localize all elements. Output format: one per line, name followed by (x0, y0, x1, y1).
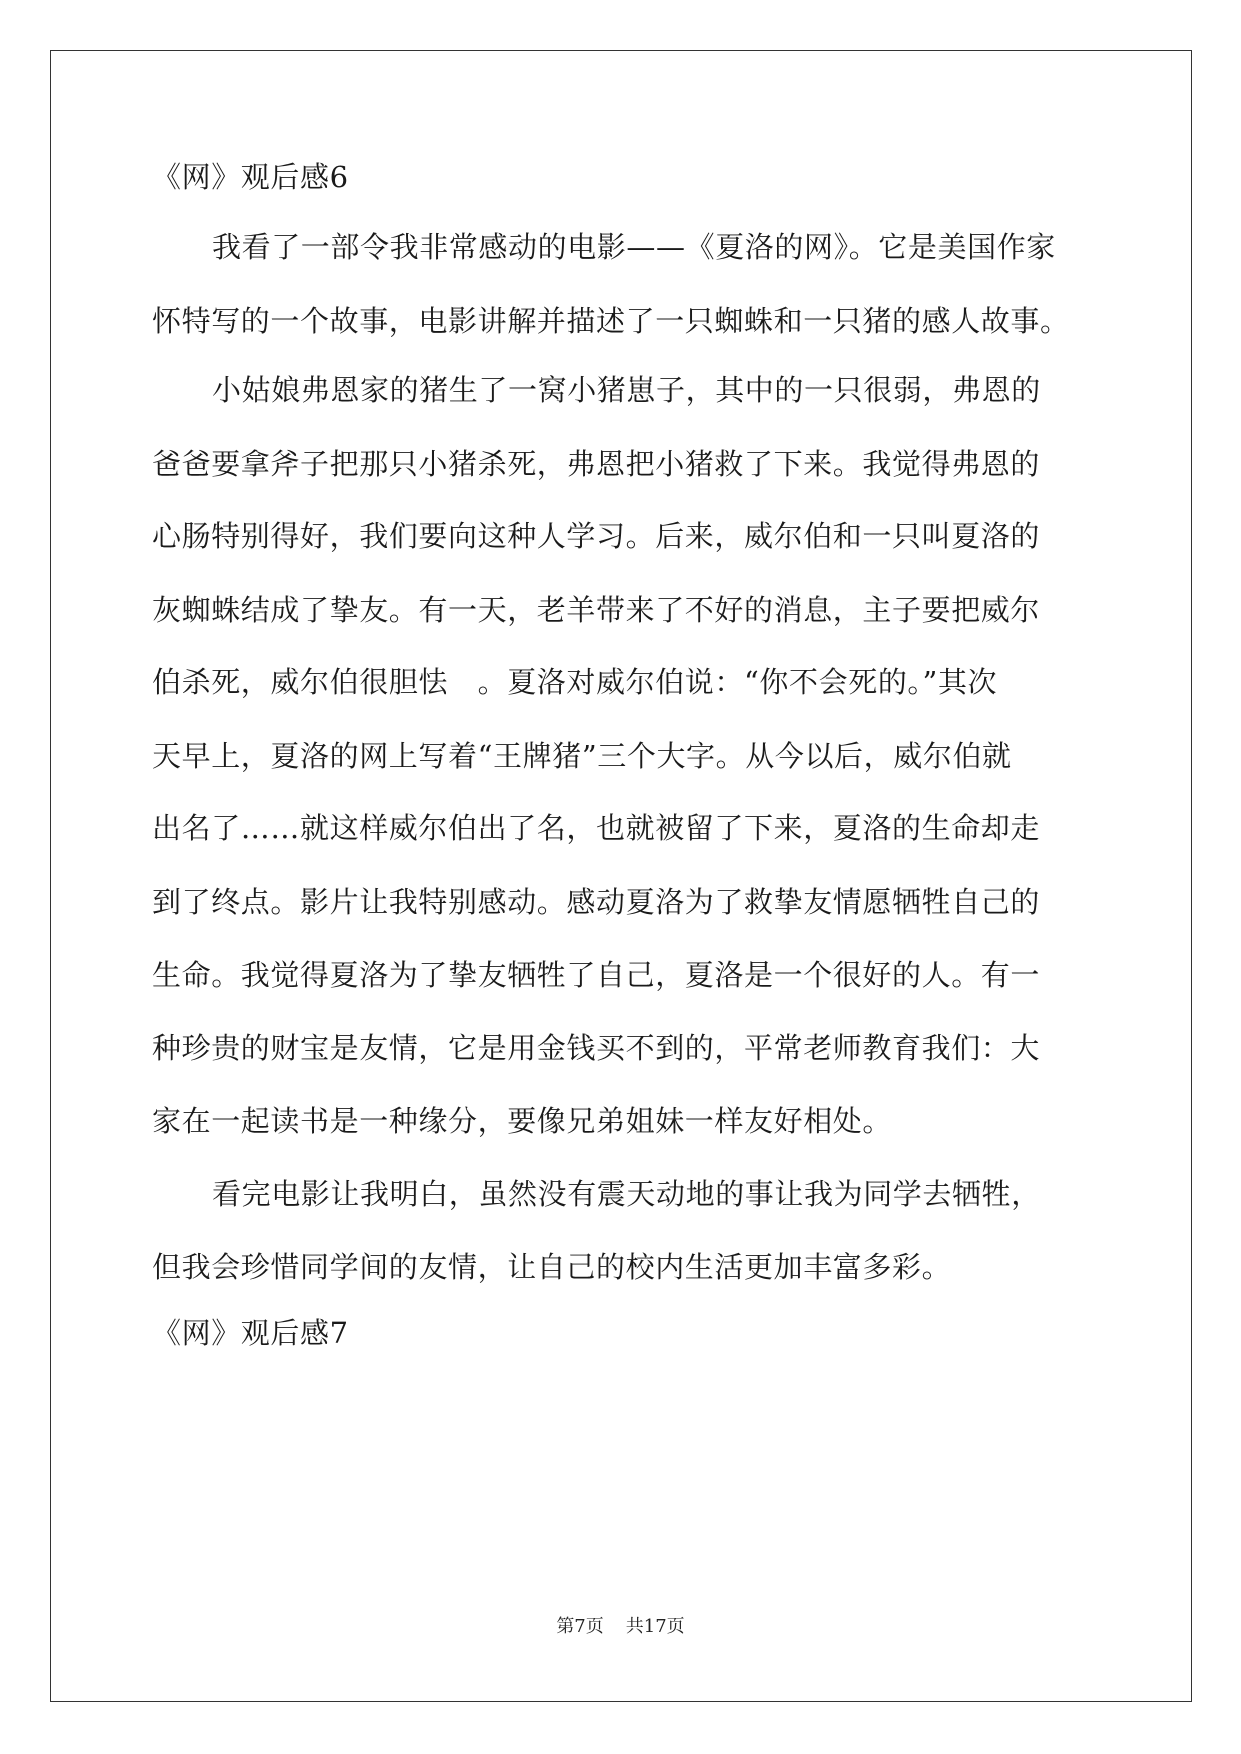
paragraph-2-line-3: 心肠特别得好，我们要向这种人学习。后来，威尔伯和一只叫夏洛的 (152, 519, 1041, 553)
paragraph-3-line-1: 看完电影让我明白，虽然没有震天动地的事让我为同学去牺牲， (212, 1177, 1041, 1211)
paragraph-2-line-10: 种珍贵的财宝是友情，它是用金钱买不到的，平常老师教育我们：大 (152, 1031, 1041, 1065)
paragraph-2-line-4: 灰蜘蛛结成了挚友。有一天，老羊带来了不好的消息，主子要把威尔 (152, 593, 1041, 627)
paragraph-2-line-5: 伯杀死，威尔伯很胆怯 。夏洛对威尔伯说：“你不会死的。”其次 (152, 665, 998, 699)
page-footer (0, 1615, 1241, 1639)
paragraph-2-line-8: 到了终点。影片让我特别感动。感动夏洛为了救挚友情愿牺牲自己的 (152, 885, 1041, 919)
paragraph-2-line-2: 爸爸要拿斧子把那只小猪杀死，弗恩把小猪救了下来。我觉得弗恩的 (152, 447, 1041, 481)
paragraph-2-line-6: 天早上，夏洛的网上写着“王牌猪”三个大字。从今以后，威尔伯就 (152, 739, 1012, 773)
paragraph-1-line-2: 怀特写的一个故事，电影讲解并描述了一只蜘蛛和一只猪的感人故事。 (152, 304, 1070, 338)
page-number-current: 第7页 (556, 1616, 604, 1637)
paragraph-2-line-1: 小姑娘弗恩家的猪生了一窝小猪崽子，其中的一只很弱，弗恩的 (212, 373, 1041, 407)
paragraph-2-line-7: 出名了……就这样威尔伯出了名，也就被留了下来，夏洛的生命却走 (152, 811, 1041, 845)
paragraph-3-line-2: 但我会珍惜同学间的友情，让自己的校内生活更加丰富多彩。 (152, 1250, 952, 1284)
paragraph-2-line-11: 家在一起读书是一种缘分，要像兄弟姐妹一样友好相处。 (152, 1104, 893, 1138)
page-border (50, 50, 1192, 1702)
page-number-total: 共17页 (625, 1616, 685, 1637)
section-heading-7: 《网》观后感7 (152, 1316, 349, 1350)
section-heading-6: 《网》观后感6 (152, 160, 349, 194)
paragraph-2-line-9: 生命。我觉得夏洛为了挚友牺牲了自己，夏洛是一个很好的人。有一 (152, 958, 1041, 992)
paragraph-1-line-1: 我看了一部令我非常感动的电影——《夏洛的网》。它是美国作家 (212, 230, 1056, 264)
